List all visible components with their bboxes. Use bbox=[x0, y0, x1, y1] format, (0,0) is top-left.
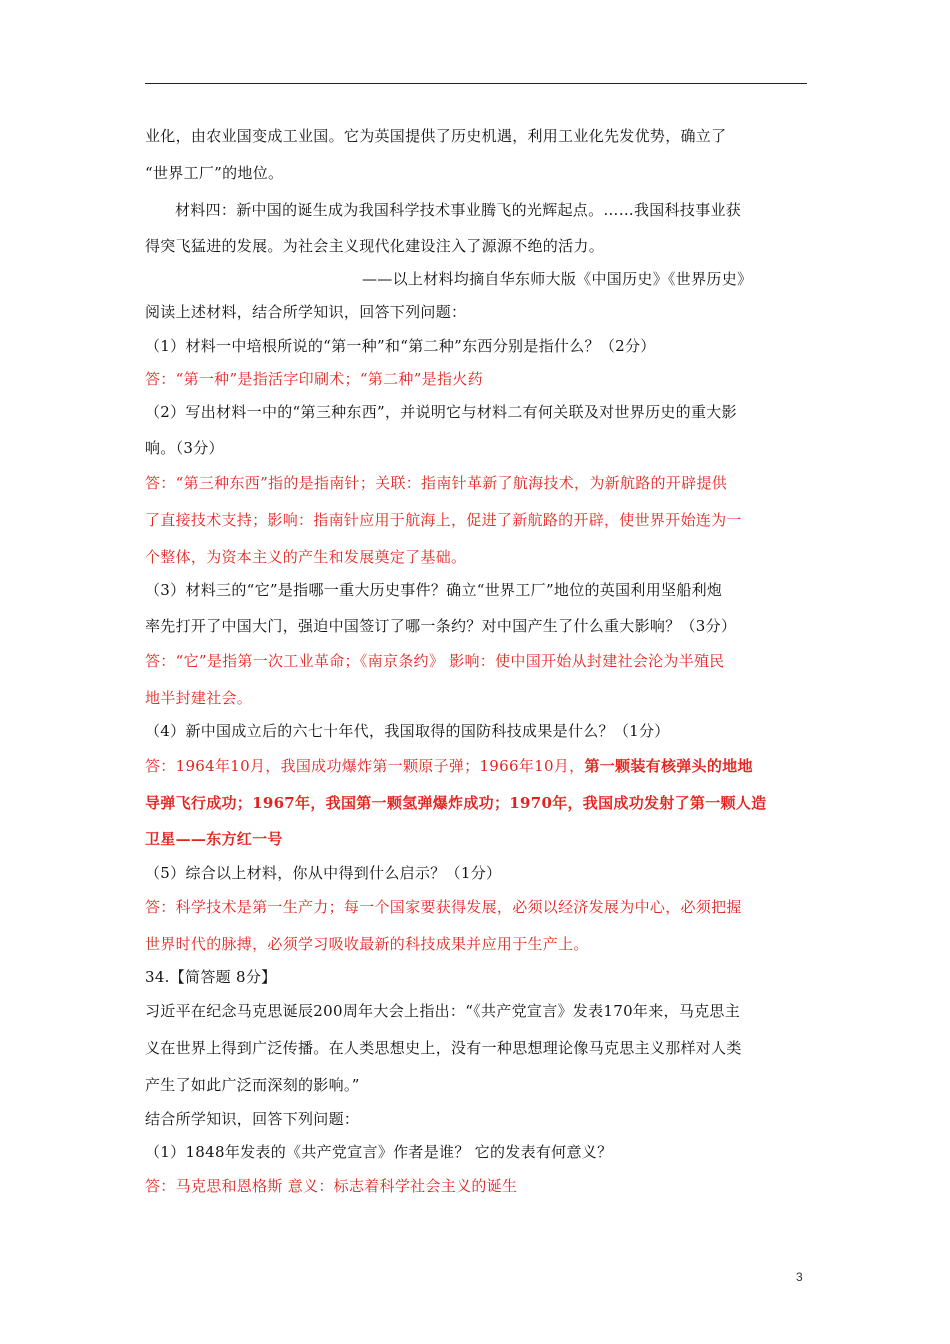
question-line: （4）新中国成立后的六七十年代，我国取得的国防科技成果是什么？（1分） bbox=[145, 722, 670, 740]
instruction-line: 结合所学知识，回答下列问题： bbox=[145, 1110, 360, 1128]
answer-line: 卫星——东方红一号 bbox=[145, 830, 283, 848]
answer-line bbox=[145, 756, 753, 776]
answer-line: 地半封建社会。 bbox=[145, 689, 253, 707]
instruction-line: 阅读上述材料，结合所学知识，回答下列问题： bbox=[145, 303, 467, 321]
text-line: “世界工厂”的地位。 bbox=[145, 164, 284, 182]
answer-line: 答：科学技术是第一生产力；每一个国家要获得发展，必须以经济发展为中心，必须把握 bbox=[145, 898, 742, 916]
answer-line: 答：“第三种东西”指的是指南针；关联：指南针革新了航海技术，为新航路的开辟提供 bbox=[145, 474, 728, 492]
question-line: （2）写出材料一中的“第三种东西”，并说明它与材料二有何关联及对世界历史的重大影 bbox=[145, 403, 737, 421]
text-line: 材料四：新中国的诞生成为我国科学技术事业腾飞的光辉起点。……我国科技事业获 bbox=[175, 201, 742, 219]
question-line: （1）材料一中培根所说的“第一种”和“第二种”东西分别是指什么？（2分） bbox=[145, 337, 656, 355]
answer-line: 世界时代的脉搏，必须学习吸收最新的科技成果并应用于生产上。 bbox=[145, 935, 589, 953]
text-line: 义在世界上得到广泛传播。在人类思想史上，没有一种思想理论像马克思主义那样对人类 bbox=[145, 1039, 742, 1057]
question-line: （3）材料三的“它”是指哪一重大历史事件？确立“世界工厂”地位的英国利用坚船利炮 bbox=[145, 581, 723, 599]
header-rule bbox=[145, 83, 807, 84]
answer-segment: 答：1964年10月，我国成功爆炸第一颗原子弹；1966年10月， bbox=[145, 757, 585, 775]
question-line: （1）1848年发表的《共产党宣言》作者是谁？ 它的发表有何意义？ bbox=[145, 1143, 613, 1161]
answer-line: 导弹飞行成功；1967年，我国第一颗氢弹爆炸成功；1970年，我国成功发射了第一颗人造 bbox=[145, 794, 767, 812]
answer-segment-bold: 第一颗装有核弹头的地地 bbox=[584, 757, 753, 775]
text-line: 习近平在纪念马克思诞辰200周年大会上指出：“《共产党宣言》发表170年来，马克思主 bbox=[145, 1002, 741, 1020]
text-line: 得突飞猛进的发展。为社会主义现代化建设注入了源源不绝的活力。 bbox=[145, 237, 605, 255]
page-number: 3 bbox=[796, 1270, 803, 1284]
answer-line: 答：马克思和恩格斯 意义：标志着科学社会主义的诞生 bbox=[145, 1177, 518, 1195]
text-line: 产生了如此广泛而深刻的影响。” bbox=[145, 1076, 360, 1094]
source-attribution: ——以上材料均摘自华东师大版《中国历史》《世界历史》 bbox=[362, 270, 753, 288]
question-heading: 34.【简答题 8分】 bbox=[145, 968, 277, 986]
answer-line: 答：“它”是指第一次工业革命；《南京条约》 影响：使中国开始从封建社会沦为半殖民 bbox=[145, 652, 725, 670]
question-line: 率先打开了中国大门，强迫中国签订了哪一条约？对中国产生了什么重大影响？（3分） bbox=[145, 617, 737, 635]
answer-line: 答：“第一种”是指活字印刷术；“第二种”是指火药 bbox=[145, 370, 483, 388]
answer-line: 个整体，为资本主义的产生和发展奠定了基础。 bbox=[145, 548, 467, 566]
question-line: （5）综合以上材料，你从中得到什么启示？（1分） bbox=[145, 864, 502, 882]
answer-line: 了直接技术支持；影响：指南针应用于航海上，促进了新航路的开辟，使世界开始连为一 bbox=[145, 511, 742, 529]
text-line: 业化，由农业国变成工业国。它为英国提供了历史机遇，利用工业化先发优势，确立了 bbox=[145, 127, 727, 145]
question-line: 响。（3分） bbox=[145, 439, 224, 457]
